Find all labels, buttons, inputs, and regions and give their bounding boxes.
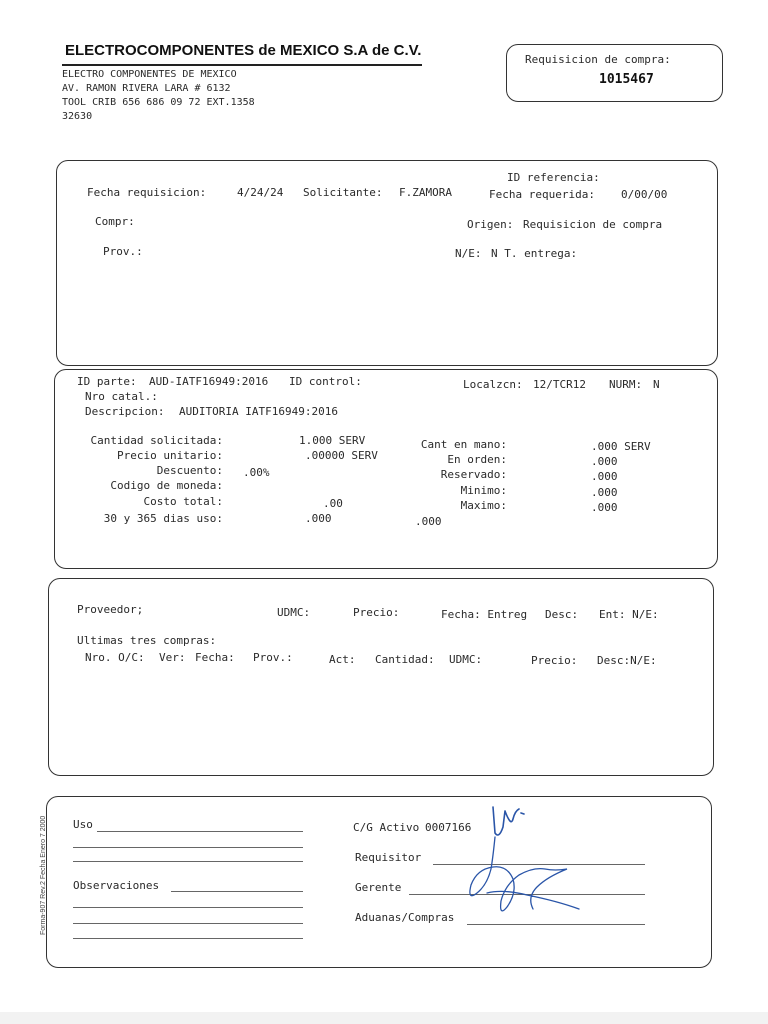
nurm-label: NURM: [609,378,643,391]
solicitante-label: Solicitante: [303,186,383,199]
requisition-number: 1015467 [599,72,654,87]
cg-activo-label: C/G Activo [353,821,420,834]
nro-catal-label: Nro catal.: [85,390,158,403]
nurm-value: N [653,378,660,391]
precio-unitario-value: .00000 SERV [305,449,378,462]
cant-mano-value: .000 SERV [591,440,651,453]
gerente-label: Gerente [355,881,402,894]
fecha-requerida-label: Fecha requerida: [489,188,595,201]
col-cantidad: Cantidad: [375,653,435,666]
descuento-label: Descuento: [156,464,223,477]
id-parte-value: AUD-IATF16949:2016 [149,375,269,388]
address-line-2: AV. RAMON RIVERA LARA # 6132 [62,83,231,94]
en-orden-value: .000 [591,455,618,468]
col-fecha: Fecha: [195,651,235,664]
uso-label: 30 y 365 dias uso: [103,512,223,525]
scan-bottom-edge [0,1012,768,1024]
solicitante-value: F.ZAMORA [399,186,452,199]
maximo-value: .000 [591,501,618,514]
precio-header-label: Precio: [353,606,400,619]
ultimas-compras-label: Ultimas tres compras: [77,634,217,647]
form-revision-note: Forma-907 Rev.2 Fecha Enero 7 2000 [40,815,47,935]
requisition-box [506,44,723,102]
company-title: ELECTROCOMPONENTES de MEXICO S.A de C.V. [65,42,422,59]
signature-mark [447,797,627,927]
proveedor-label: Proveedor; [77,603,144,616]
compr-label: Compr: [95,215,135,228]
uso-line-3 [73,861,303,862]
origen-value: Requisicion de compra [523,218,663,231]
fecha-entreg-label: Fecha: Entreg [441,608,528,621]
id-parte-label: ID parte: [77,375,137,388]
ne-label: N/E: [455,247,482,260]
descripcion-value: AUDITORIA IATF16949:2016 [179,405,338,418]
col-nro-oc: Nro. O/C: [85,651,145,664]
cg-activo-value: 0007166 [425,821,472,834]
address-line-1: ELECTRO COMPONENTES DE MEXICO [62,69,237,80]
uso-line-2 [73,847,303,848]
observaciones-line-2 [73,907,303,908]
col-act: Act: [329,653,356,666]
udmc-label: UDMC: [277,606,311,619]
descuento-value: .00% [243,466,270,479]
uso-field-label: Uso [73,818,93,831]
uso-value-1: .000 [305,512,332,525]
requisition-label: Requisicion de compra: [525,53,671,66]
desc-label: Desc: [545,608,579,621]
costo-total-label: Costo total: [143,495,223,508]
nt-entrega-label: N T. entrega: [491,247,578,260]
aduanas-compras-label: Aduanas/Compras [355,911,455,924]
part-info-section [54,369,718,569]
fecha-requisicion-label: Fecha requisicion: [87,186,207,199]
observaciones-label: Observaciones [73,879,160,892]
col-desc-ne: Desc:N/E: [597,654,657,667]
ent-ne-label: Ent: N/E: [599,608,659,621]
col-ver: Ver: [159,651,186,664]
id-control-label: ID control: [289,375,362,388]
col-udmc: UDMC: [449,653,483,666]
address-line-3: TOOL CRIB 656 686 09 72 EXT.1358 [62,97,255,108]
requisitor-label: Requisitor [355,851,422,864]
title-rule [62,64,422,66]
requisition-info-section [56,160,718,366]
minimo-label: Minimo: [460,484,507,497]
observaciones-line-3 [73,923,303,924]
reservado-value: .000 [591,470,618,483]
cant-mano-label: Cant en mano: [420,438,507,451]
id-referencia-label: ID referencia: [507,171,600,184]
observaciones-line [171,891,303,892]
localzcn-value: 12/TCR12 [533,378,586,391]
maximo-label: Maximo: [460,499,507,512]
fecha-requerida-value: 0/00/00 [621,188,668,201]
costo-total-value: .00 [323,497,343,510]
origen-label: Origen: [467,218,514,231]
minimo-value: .000 [591,486,618,499]
supplier-section [48,578,714,776]
uso-value-2: .000 [415,515,442,528]
precio-unitario-label: Precio unitario: [117,449,223,462]
cantidad-value: 1.000 SERV [299,434,366,447]
cantidad-label: Cantidad solicitada: [90,434,223,447]
observaciones-line-4 [73,938,303,939]
address-line-4: 32630 [62,111,93,122]
approval-section [46,796,712,968]
prov-label: Prov.: [103,245,143,258]
en-orden-label: En orden: [447,453,507,466]
uso-line [97,831,303,832]
localzcn-label: Localzcn: [463,378,523,391]
descripcion-label: Descripcion: [85,405,165,418]
fecha-requisicion-value: 4/24/24 [237,186,284,199]
col-prov: Prov.: [253,651,293,664]
codigo-moneda-label: Codigo de moneda: [110,479,223,492]
col-precio: Precio: [531,654,578,667]
reservado-label: Reservado: [440,468,507,481]
